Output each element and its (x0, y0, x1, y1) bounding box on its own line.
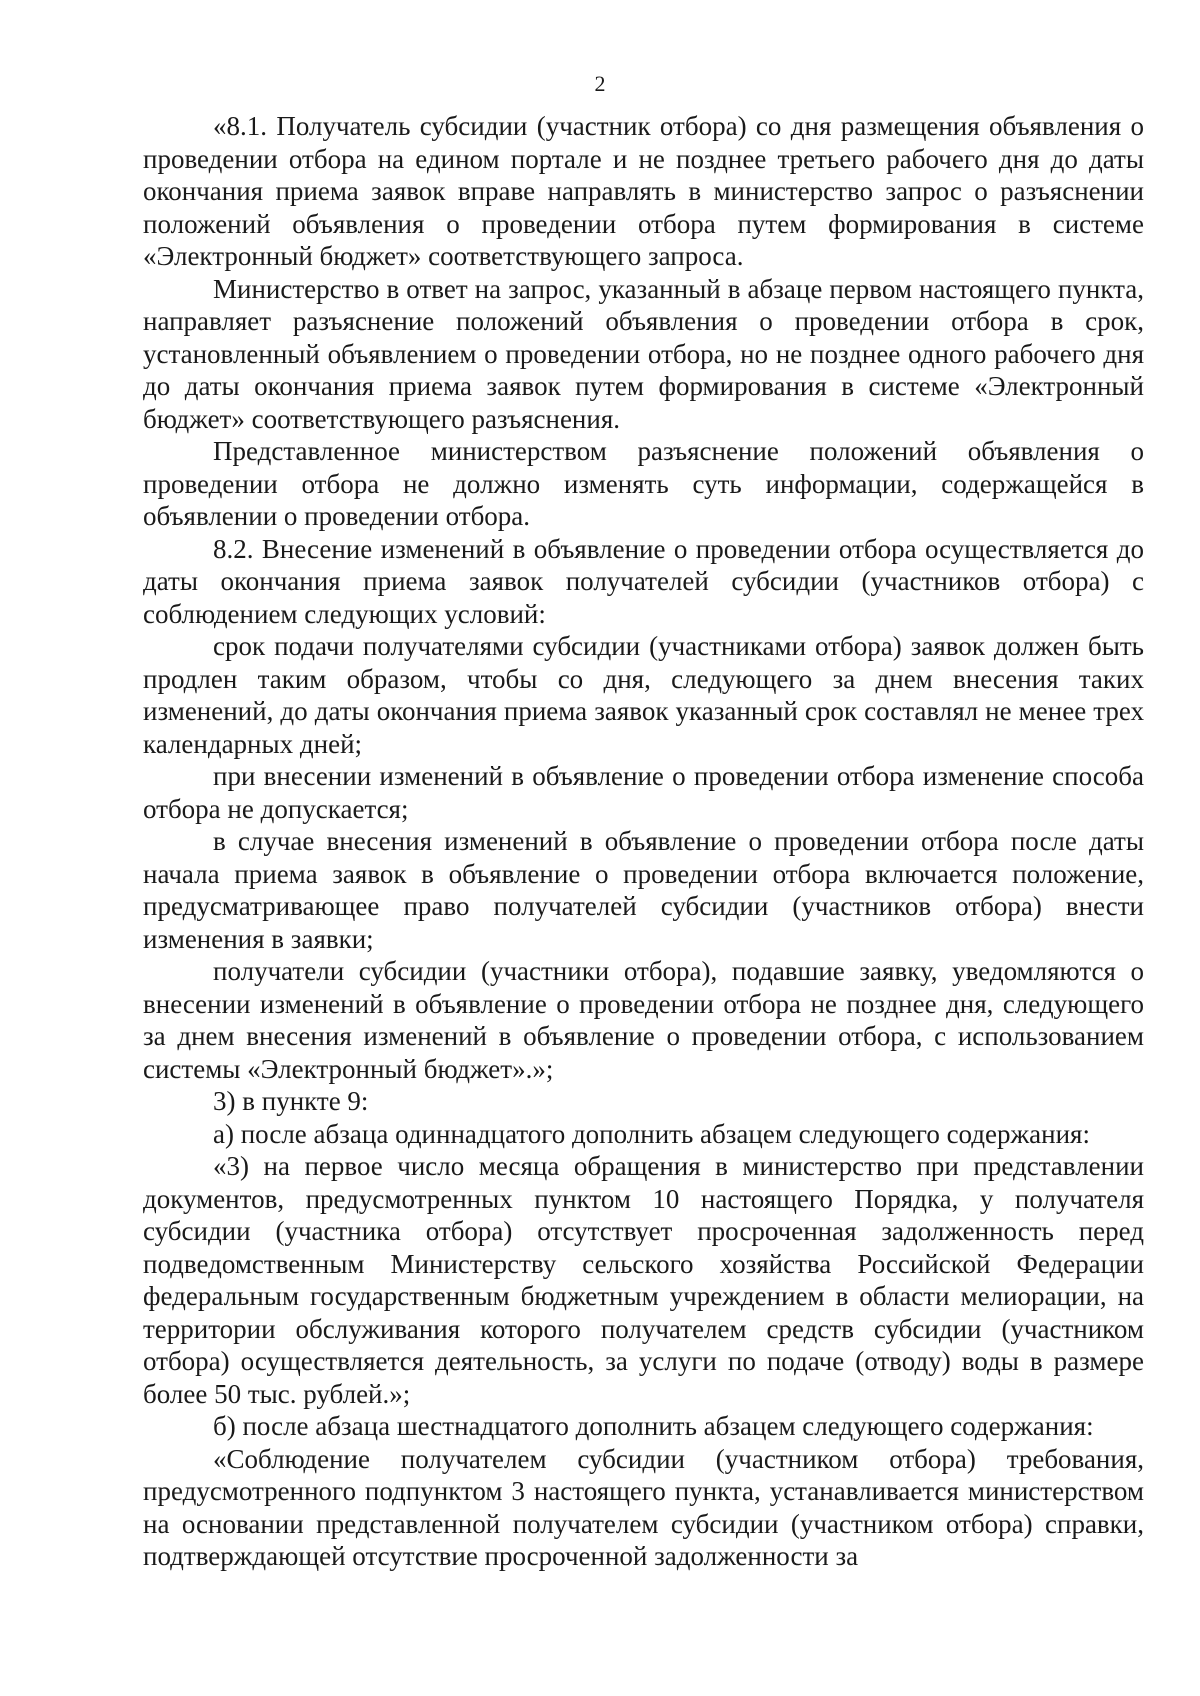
page-number: 2 (594, 71, 606, 96)
paragraph-item-3: 3) в пункте 9: (213, 1086, 369, 1116)
paragraph-ministry-response: Министерство в ответ на запрос, указанный в абзаце первом настоящего пункта, направляет разъяснение положений объявления о проведении отбора в срок, установленный объявлением о проведении отбора, но не позднее одного рабочего дня до даты окончания приема заявок путем формирования в системе «Электронный бюджет» соответствующего разъяснения. (143, 273, 1144, 434)
paragraph-method-unchanged: при внесении изменений в объявление о проведении отбора изменение способа отбора не допускается; (143, 761, 1144, 824)
paragraph-compliance: «Соблюдение получателем субсидии (участником отбора) требования, предусмотренного подпунктом 3 настоящего пункта, устанавливается министерством на основании представленной получателем субсидии (участником отбора) справки, подтверждающей отсутствие просроченной задолженности за (143, 1443, 1144, 1571)
paragraph-notification: получатели субсидии (участники отбора), подавшие заявку, уведомляются о внесении изменений в объявление о проведении отбора не позднее дня, следующего за днем внесения изменений в объявление о проведении отбора, с использованием системы «Электронный бюджет».»; (143, 956, 1144, 1084)
paragraph-8-2: 8.2. Внесение изменений в объявление о проведении отбора осуществляется до даты окончания приема заявок получателей субсидии (участников отбора) с соблюдением следующих условий: (143, 533, 1144, 629)
paragraph-subitem-b: б) после абзаца шестнадцатого дополнить абзацем следующего содержания: (213, 1411, 1094, 1441)
paragraph-clarification: Представленное министерством разъяснение положений объявления о проведении отбора не должно изменять суть информации, содержащейся в объявлении о проведении отбора. (143, 436, 1144, 531)
paragraph-8-1: «8.1. Получатель субсидии (участник отбора) со дня размещения объявления о проведении отбора на едином портале и не позднее третьего рабочего дня до даты окончания приема заявок вправе направлять в министерство запрос о разъяснении положений объявления о проведении отбора путем формирования в системе «Электронный бюджет» соответствующего запроса. (143, 111, 1144, 271)
paragraph-changes-after-start: в случае внесения изменений в объявление о проведении отбора после даты начала приема заявок в объявление о проведении отбора включается положение, предусматривающее право получателей субсидии (участников отбора) внести изменения в заявки; (143, 826, 1144, 954)
document-body (143, 110, 1144, 1573)
paragraph-requirement-3: «3) на первое число месяца обращения в министерство при представлении документов, предусмотренных пунктом 10 настоящего Порядка, у получателя субсидии (участника отбора) отсутствует просроченная задолженность перед подведомственным Министерству сельского хозяйства Российской Федерации федеральным государственным бюджетным учреждением в области мелиорации, на территории обслуживания которого получателем средств субсидии (участником отбора) осуществляется деятельность, за услуги по подаче (отводу) воды в размере более 50 тыс. рублей.»; (143, 1151, 1144, 1409)
paragraph-subitem-a: а) после абзаца одиннадцатого дополнить абзацем следующего содержания: (213, 1118, 1090, 1149)
paragraph-deadline-extension: срок подачи получателями субсидии (участниками отбора) заявок должен быть продлен таким образом, чтобы со дня, следующего за днем внесения таких изменений, до даты окончания приема заявок указанный срок составлял не менее трех календарных дней; (143, 631, 1144, 759)
